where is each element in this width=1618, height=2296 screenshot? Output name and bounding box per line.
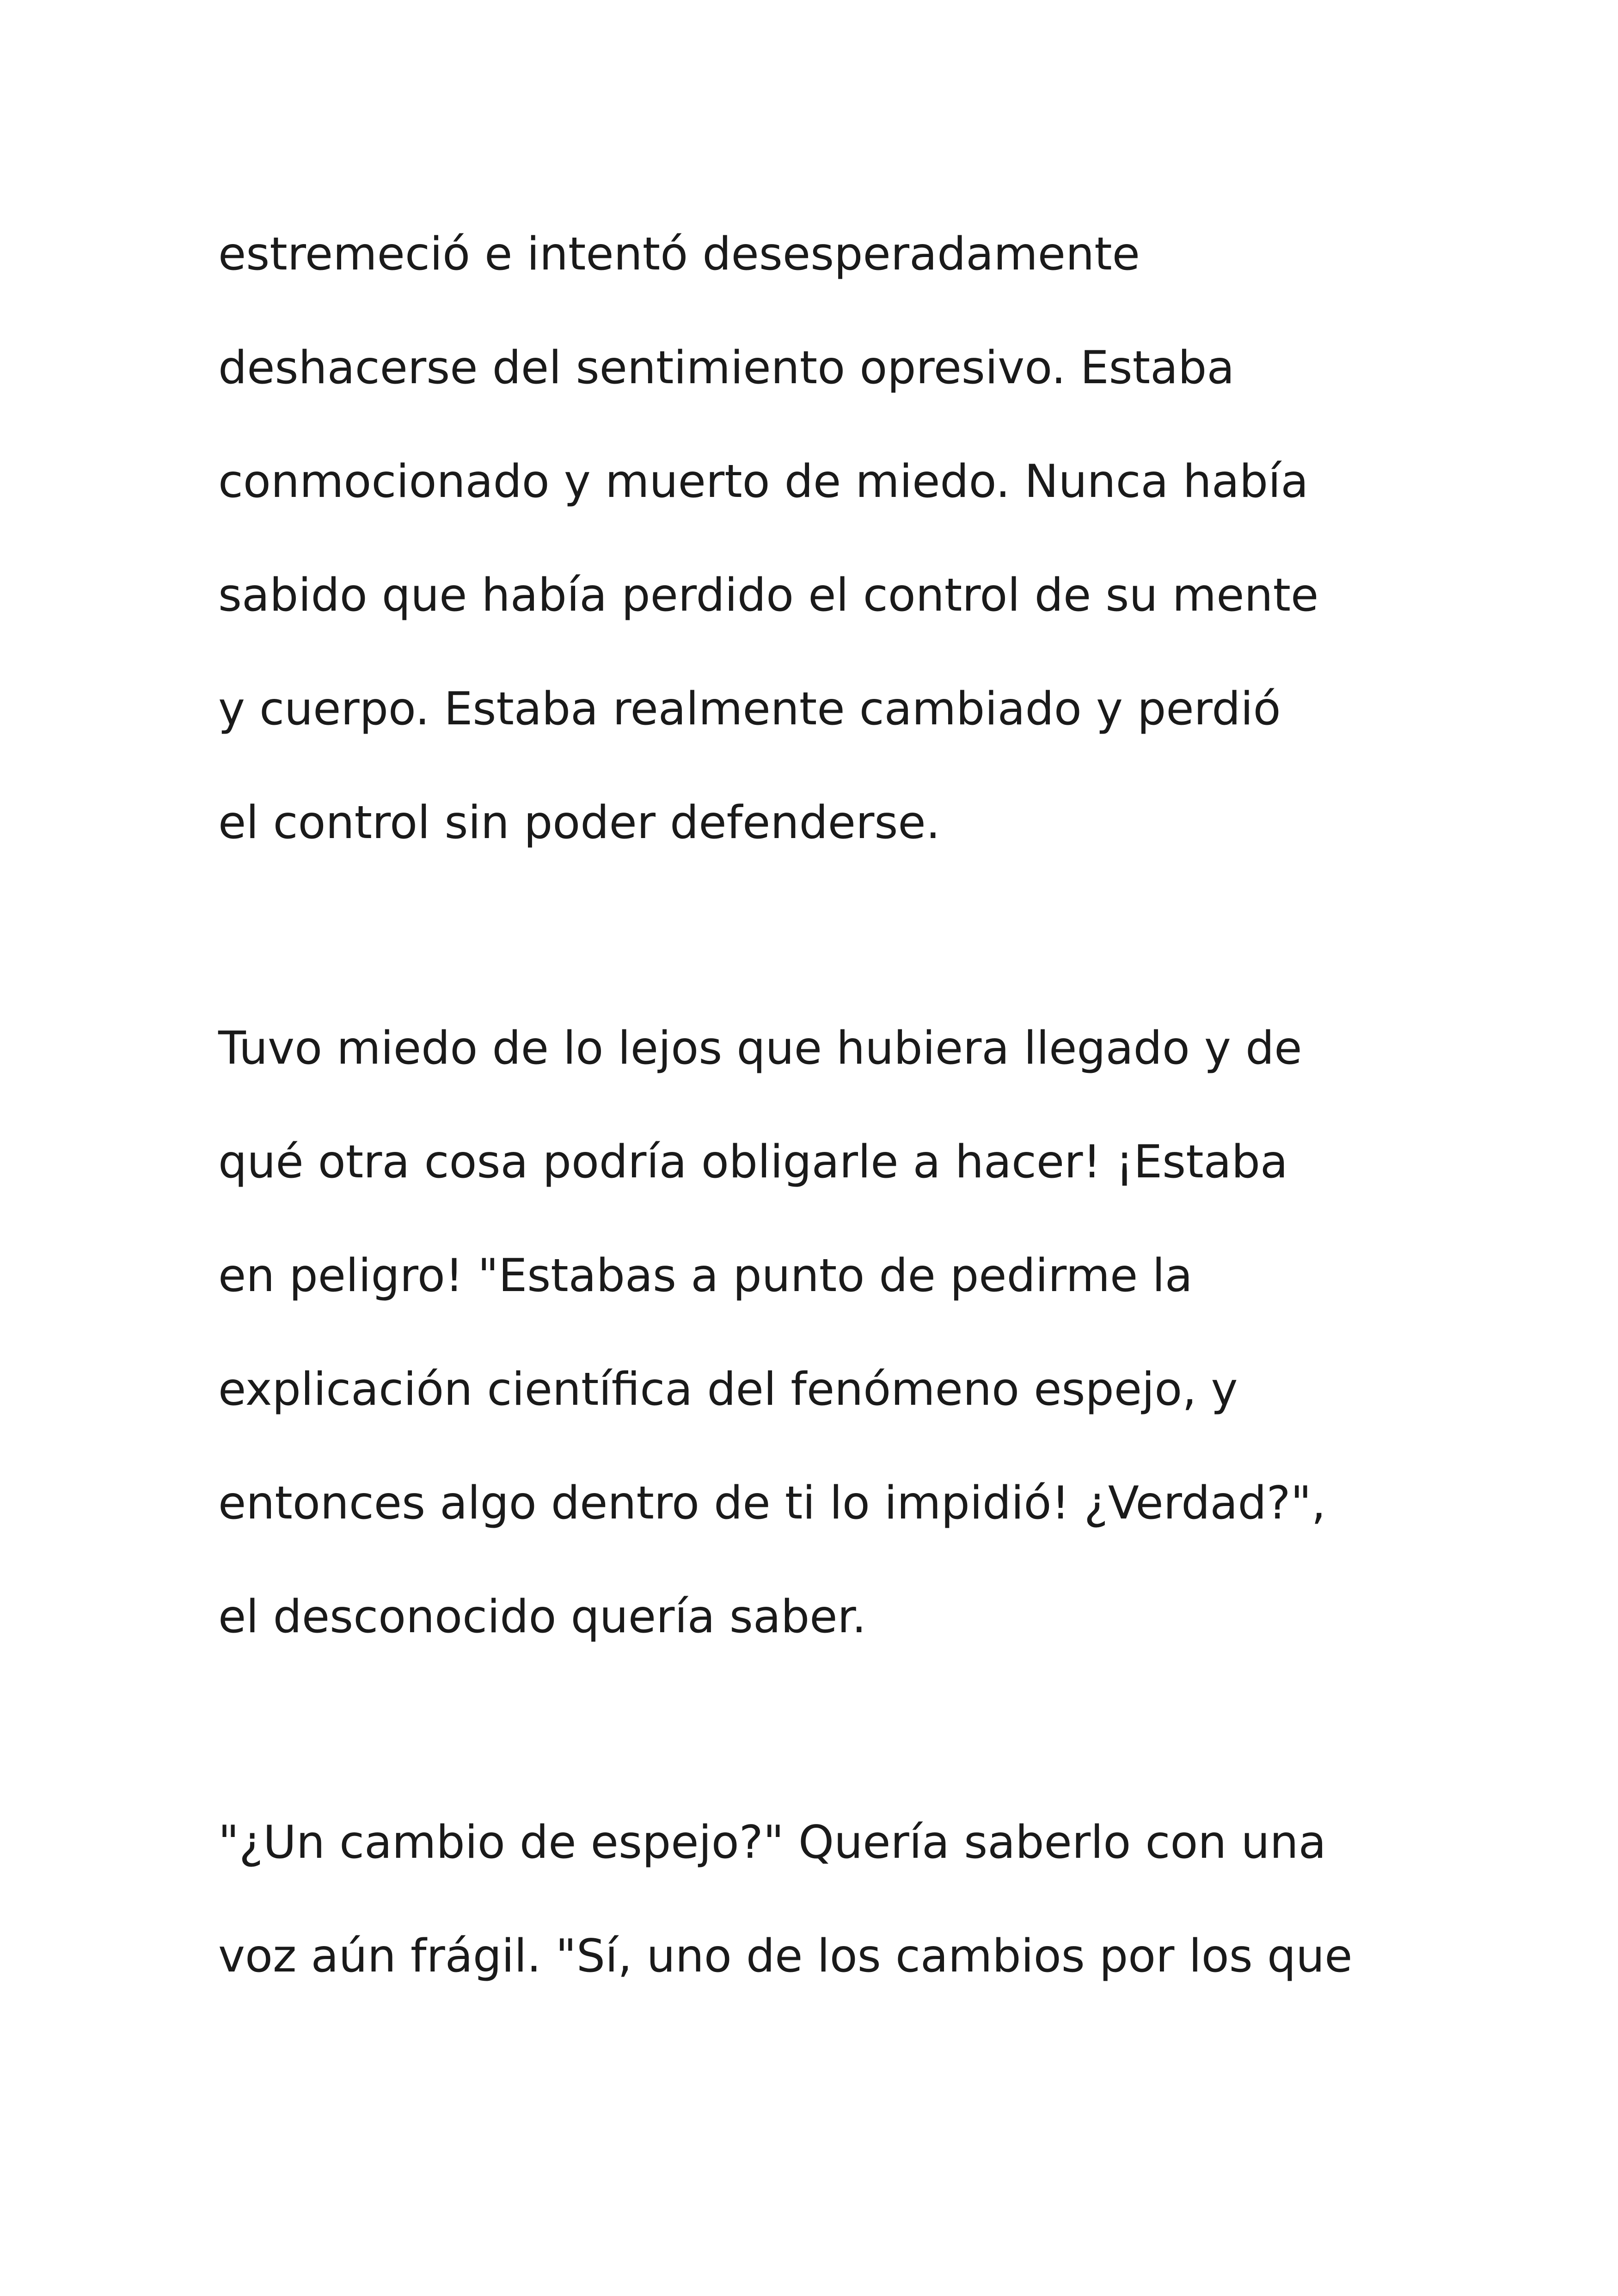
paragraph-2 bbox=[218, 998, 1513, 1680]
text-line: el control sin poder defenderse. bbox=[218, 796, 940, 849]
text-line: y cuerpo. Estaba realmente cambiado y perdió bbox=[218, 683, 1281, 735]
text-line: en peligro! "Estabas a punto de pedirme la bbox=[218, 1249, 1193, 1302]
text-line: el desconocido quería saber. bbox=[218, 1591, 866, 1643]
text-line: Tuvo miedo de lo lejos que hubiera llegado y de bbox=[218, 1022, 1302, 1075]
paragraph-1 bbox=[218, 203, 1513, 886]
text-line: explicación científica del fenómeno espejo, y bbox=[218, 1363, 1238, 1416]
paragraph-3 bbox=[218, 1792, 1513, 2019]
text-line: qué otra cosa podría obligarle a hacer! ¡Estaba bbox=[218, 1136, 1288, 1188]
paragraph-spacer bbox=[218, 1680, 1513, 1792]
paragraph-spacer bbox=[218, 886, 1513, 998]
text-line: estremeció e intentó desesperadamente bbox=[218, 228, 1140, 281]
text-line: sabido que había perdido el control de su mente bbox=[218, 569, 1319, 622]
body-text bbox=[218, 203, 1513, 2019]
text-line: voz aún frágil. "Sí, uno de los cambios por los que bbox=[218, 1930, 1353, 1983]
text-line: "¿Un cambio de espejo?" Quería saberlo con una bbox=[218, 1816, 1326, 1869]
text-line: deshacerse del sentimiento opresivo. Estaba bbox=[218, 342, 1235, 394]
text-line: entonces algo dentro de ti lo impidió! ¿Verdad?", bbox=[218, 1477, 1326, 1530]
text-line: conmocionado y muerto de miedo. Nunca había bbox=[218, 455, 1309, 508]
